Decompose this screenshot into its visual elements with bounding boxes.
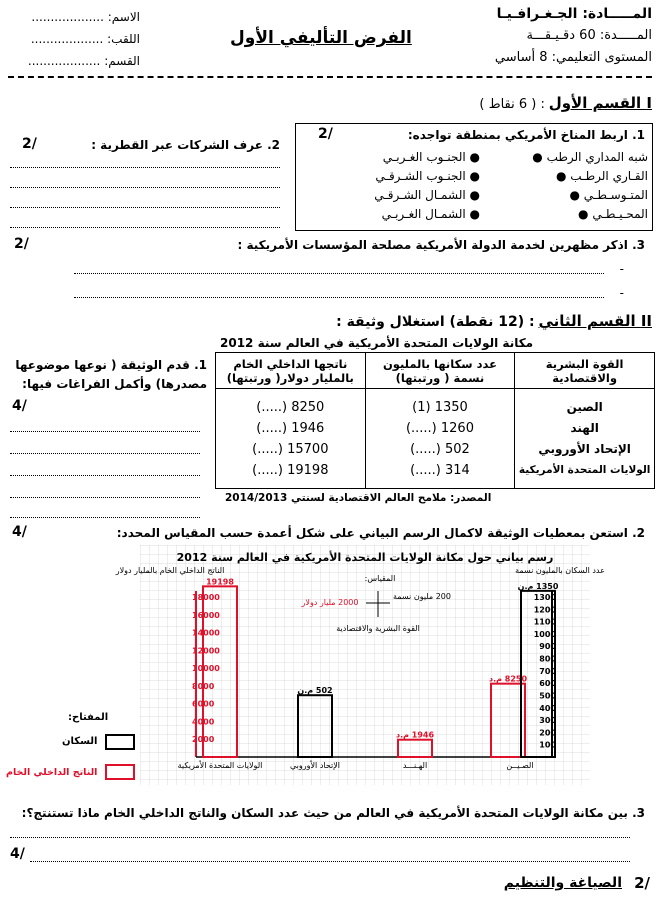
key-gdp-label: الناتج الداخلي الخام <box>6 767 98 778</box>
right-tick-label: 700 <box>539 666 556 676</box>
class-label: القسم: <box>104 54 140 68</box>
right-tick-label: 1300 <box>533 593 556 602</box>
category-label: الولايات المتحدة الأمريكية <box>177 761 263 770</box>
chart-container <box>115 545 605 785</box>
q3-text: 3. اذكر مظهرين لخدمة الدولة الأمريكية مصلحة المؤسسات الأمريكية : <box>237 238 645 252</box>
p2-q1-score: 4/ <box>12 398 27 414</box>
answer-line[interactable] <box>10 176 280 188</box>
surname-label: اللقب: <box>107 32 140 46</box>
name-field[interactable] <box>10 10 140 24</box>
answer-line[interactable] <box>10 442 200 454</box>
subject-label: المـــــادة: الجـغـرافـيـا <box>496 6 652 22</box>
category-label: الهـنـــد <box>402 761 428 770</box>
gdp-bar-label: 1946 م.د <box>395 730 435 740</box>
right-tick-label: 200 <box>539 728 556 738</box>
table-cell[interactable]: 1260 (.....) <box>405 420 474 436</box>
answer-line[interactable] <box>10 196 280 208</box>
left-tick-label: 18000 <box>192 593 220 602</box>
left-tick-label: 2000 <box>192 735 215 745</box>
climate-item[interactable]: القـاري الرطـب ● <box>556 169 648 183</box>
answer-line[interactable] <box>10 156 280 168</box>
q3-score: 2/ <box>14 236 29 252</box>
climate-list <box>498 148 648 224</box>
name-dots: ................... <box>31 10 104 24</box>
right-tick-label: 1100 <box>533 617 556 627</box>
answer-line[interactable] <box>10 486 200 498</box>
chart-title: رسم بياني حول مكانة الولايات المتحدة الأمريكية في العالم سنة 2012 <box>176 551 554 564</box>
doc-title: مكانة الولايات المتحدة الأمريكية في العالم سنة 2012 <box>220 336 534 350</box>
q1-score: 2/ <box>318 126 333 142</box>
climate-item[interactable]: المتـوسـطـي ● <box>569 188 648 202</box>
key-title: المفتاح: <box>68 712 109 723</box>
duration-label: المـــــدة: 60 دقـيـقـــة <box>526 28 652 43</box>
table-cell: الولايات المتحدة الأمريكية <box>518 463 651 476</box>
scale-title: المقياس: <box>364 574 396 583</box>
bar-chart <box>115 545 605 785</box>
left-tick-label: 14000 <box>192 628 220 638</box>
table-cell: الهند <box>570 420 599 435</box>
region-item[interactable]: ● الشمـال الشـرقـي <box>374 188 480 202</box>
footer-score: 2/ <box>634 874 650 892</box>
answer-line[interactable] <box>10 826 630 838</box>
table-cell: الصين <box>566 399 603 414</box>
p2-q2-text: 2. استعن بمعطيات الوثيقة لاكمال الرسم البياني على شكل أعمدة حسب المقياس المحدد: <box>116 526 645 540</box>
gdp-bar-label: 19198 <box>206 577 234 587</box>
part2-points: : (12 نقطة) استغلال وثيقة : <box>336 314 535 330</box>
table-cell[interactable]: 1946 (.....) <box>256 420 325 436</box>
doc-source: المصدر: ملامح العالم الاقتصادية لسنتي 2014/2013 <box>225 492 492 504</box>
class-field[interactable] <box>10 54 140 68</box>
category-label: الصـيــن <box>506 761 534 770</box>
answer-line[interactable] <box>74 262 604 274</box>
left-tick-label: 16000 <box>192 610 220 620</box>
data-table <box>215 352 655 489</box>
table-cell[interactable]: 314 (.....) <box>410 462 470 478</box>
right-axis-label: عدد السكان بالمليون نسمة <box>515 566 605 575</box>
right-tick-label: 300 <box>539 716 556 726</box>
climate-item[interactable]: شبه المداري الرطب ● <box>532 150 648 164</box>
part1-points: : ( 6 نقاط ) <box>479 97 545 112</box>
right-tick-label: 800 <box>539 654 556 664</box>
footer-row <box>10 874 650 896</box>
region-item[interactable]: ● الجنـوب الغـربـي <box>382 150 480 164</box>
answer-line[interactable] <box>74 286 604 298</box>
answer-line[interactable] <box>10 464 200 476</box>
category-label: الإتحاد الأوروبي <box>290 761 340 770</box>
right-tick-label: 100 <box>539 740 556 750</box>
right-tick-label: 500 <box>539 691 556 701</box>
page-title: الفرض التأليفي الأول <box>230 28 412 48</box>
name-label: الاسم: <box>107 10 140 24</box>
table-cell[interactable]: 1350 (1) <box>412 399 468 415</box>
scale-gdp: 2000 مليار دولار <box>301 598 359 607</box>
gdp-bar-label: 8250 م.د <box>488 674 528 684</box>
part1-title: I القسم الأول <box>548 94 652 112</box>
region-item[interactable]: ● الشمـال الغـربـي <box>381 207 480 221</box>
table-gdp-cell[interactable] <box>216 389 366 489</box>
right-tick-label: 1200 <box>533 605 556 615</box>
table-cell[interactable]: 502 (.....) <box>410 441 470 457</box>
region-list <box>305 148 480 224</box>
left-axis-label: الناتج الداخلي الخام بالمليار دولار <box>115 566 225 575</box>
p2-q1-text: 1. قدم الوثيقة ( نوعها موضوعها مصدرها) وأكمل الفراغات فيها: <box>15 358 207 391</box>
part1-heading <box>479 94 652 112</box>
region-item[interactable]: ● الجنـوب الشـرقـي <box>375 169 480 183</box>
right-tick-label: 900 <box>539 642 556 652</box>
right-tick-label: 1000 <box>533 629 556 639</box>
scale-pop: 200 مليون نسمة <box>393 592 451 601</box>
p2-q3-text: 3. بين مكانة الولايات المتحدة الأمريكية في العالم من حيث عدد السكان والناتج الداخلي الخام ماذا تستنتج؟: <box>21 806 645 820</box>
answer-line[interactable] <box>10 216 280 228</box>
left-tick-label: 4000 <box>192 717 215 727</box>
table-names-cell <box>515 389 655 489</box>
level-label: المستوى التعليمي: 8 أساسي <box>494 50 652 65</box>
table-pop-cell[interactable] <box>365 389 515 489</box>
table-cell[interactable]: 15700 (.....) <box>252 441 329 457</box>
footer-label: الصياغة والتنظيم <box>503 875 622 891</box>
left-tick-label: 12000 <box>192 646 220 656</box>
header-divider <box>8 76 652 78</box>
dash-mark: - <box>619 286 624 300</box>
q2-text: 2. عرف الشركات عبر القطرية : <box>91 138 280 152</box>
surname-dots: ................... <box>30 32 104 46</box>
table-header: عدد سكانها بالمليون نسمة ( ورتبتها) <box>365 353 515 389</box>
p2-q2-score: 4/ <box>12 524 27 540</box>
key-gdp-box <box>105 764 135 780</box>
surname-field[interactable] <box>10 32 140 46</box>
pop-bar-label: 502 م.ن <box>297 686 333 696</box>
key-pop-box <box>105 734 135 750</box>
table-header: القوة البشرية والاقتصادية <box>515 353 655 389</box>
table-header: ناتجها الداخلي الخام بالمليار دولار( ورتبتها) <box>216 353 366 389</box>
table-cell[interactable]: 19198 (.....) <box>252 462 329 478</box>
climate-item[interactable]: المحـيـطـي ● <box>578 207 648 221</box>
class-dots: ................... <box>27 54 101 68</box>
key-pop-label: السكان <box>62 736 98 747</box>
dash-mark: - <box>619 262 624 276</box>
left-tick-label: 8000 <box>192 681 215 691</box>
right-tick-label: 600 <box>539 679 556 689</box>
left-tick-label: 10000 <box>192 664 220 674</box>
answer-line[interactable] <box>30 850 630 862</box>
scale-caption: القوة البشرية والاقتصادية <box>336 624 420 633</box>
right-tick-label: 400 <box>539 703 556 713</box>
table-cell: الإتحاد الأوروبي <box>538 441 631 456</box>
answer-line[interactable] <box>10 506 200 518</box>
q1-text: 1. اربط المناخ الأمريكي بمنطقة تواجده: <box>407 128 645 142</box>
q2-score: 2/ <box>22 136 37 152</box>
pop-bar-label: 1350 م.ن <box>517 581 559 591</box>
table-cell[interactable]: 8250 (.....) <box>256 399 325 415</box>
p2-q3-score: 4/ <box>10 846 25 862</box>
answer-line[interactable] <box>10 420 200 432</box>
left-tick-label: 6000 <box>192 699 215 709</box>
part2-heading <box>336 312 652 330</box>
part2-title: II القسم الثاني <box>538 312 652 330</box>
